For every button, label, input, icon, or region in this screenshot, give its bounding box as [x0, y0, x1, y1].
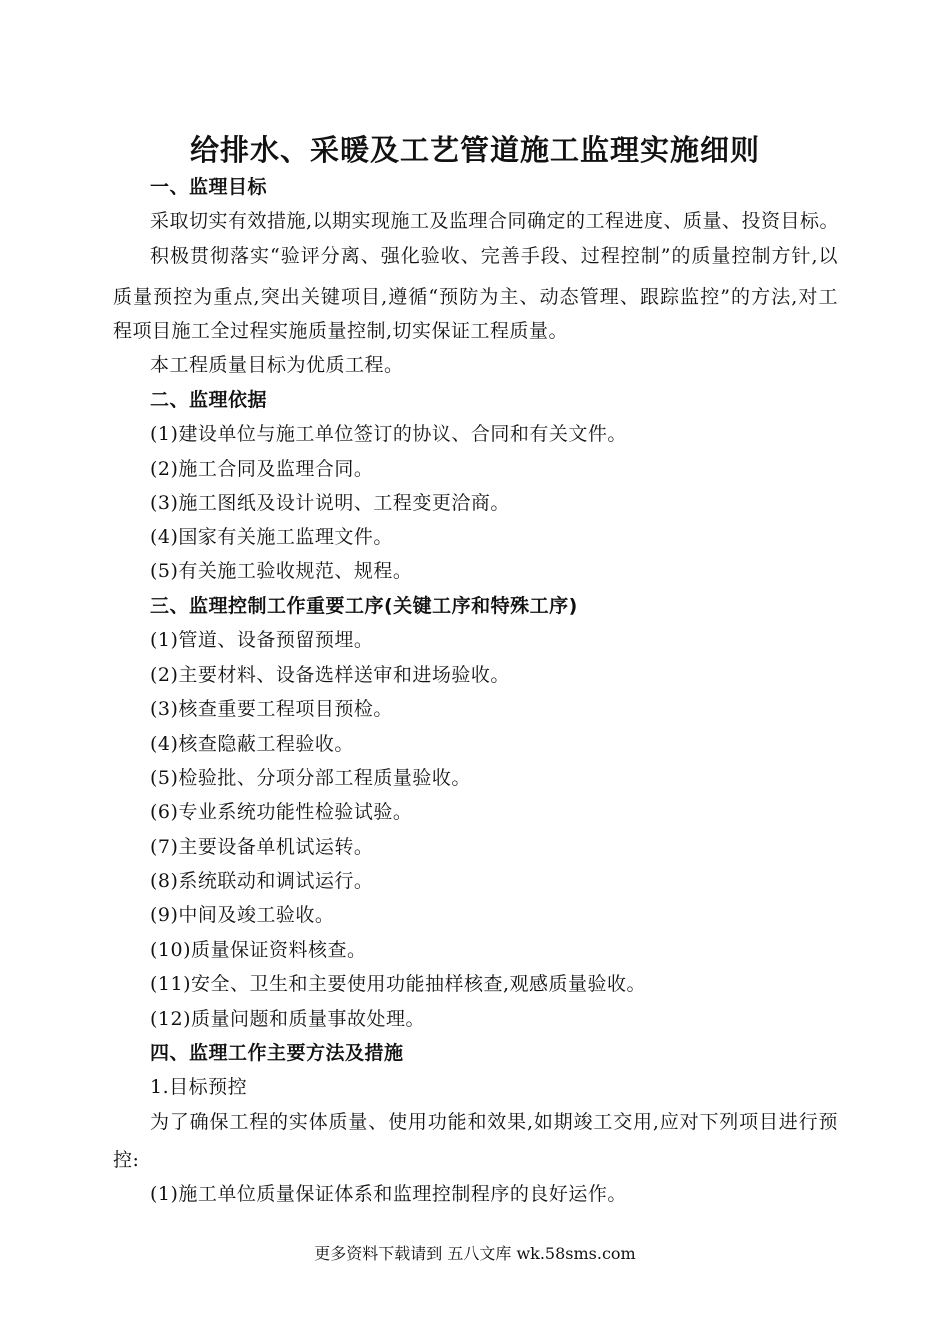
list-item: (2)主要材料、设备选样送审和进场验收。: [150, 664, 510, 686]
list-item: (1)施工单位质量保证体系和监理控制程序的良好运作。: [150, 1183, 627, 1205]
list-item: (11)安全、卫生和主要使用功能抽样核查,观感质量验收。: [150, 973, 647, 995]
list-item: (3)施工图纸及设计说明、工程变更洽商。: [150, 492, 510, 514]
list-item: (6)专业系统功能性检验试验。: [150, 801, 413, 823]
paragraph-goals-2-line-2: 质量预控为重点,突出关键项目,遵循“预防为主、动态管理、跟踪监控”的方法,对工: [113, 286, 838, 308]
document-title: 给排水、采暖及工艺管道施工监理实施细则: [189, 133, 760, 167]
list-item: (10)质量保证资料核查。: [150, 939, 367, 961]
list-item: (2)施工合同及监理合同。: [150, 458, 374, 480]
paragraph-methods-1-line-1: 为了确保工程的实体质量、使用功能和效果,如期竣工交用,应对下列项目进行预: [150, 1111, 838, 1133]
paragraph-goals-3: 本工程质量目标为优质工程。: [150, 354, 404, 376]
paragraph-goals-2-line-3: 程项目施工全过程实施质量控制,切实保证工程质量。: [113, 320, 569, 342]
section-heading-goals: 一、监理目标: [150, 176, 268, 198]
list-item: (7)主要设备单机试运转。: [150, 836, 374, 858]
paragraph-goals-1: 采取切实有效措施,以期实现施工及监理合同确定的工程进度、质量、投资目标。: [150, 210, 840, 232]
page-footer: 更多资料下载请到 五八文库 wk.58sms.com: [314, 1244, 636, 1263]
list-item: (5)检验批、分项分部工程质量验收。: [150, 767, 471, 789]
list-item: (3)核查重要工程项目预检。: [150, 698, 393, 720]
list-item: (12)质量问题和质量事故处理。: [150, 1008, 426, 1030]
list-item: (4)核查隐蔽工程验收。: [150, 733, 354, 755]
paragraph-goals-2-line-1: 积极贯彻落实“验评分离、强化验收、完善手段、过程控制”的质量控制方针,以: [150, 245, 838, 267]
section-heading-basis: 二、监理依据: [150, 389, 268, 411]
list-item: (9)中间及竣工验收。: [150, 904, 335, 926]
paragraph-methods-1-line-2: 控:: [113, 1149, 140, 1171]
subsection-heading: 1.目标预控: [150, 1076, 248, 1098]
list-item: (1)建设单位与施工单位签订的协议、合同和有关文件。: [150, 423, 627, 445]
list-item: (5)有关施工验收规范、规程。: [150, 560, 413, 582]
list-item: (4)国家有关施工监理文件。: [150, 526, 393, 548]
section-heading-methods: 四、监理工作主要方法及措施: [150, 1042, 404, 1064]
list-item: (8)系统联动和调试运行。: [150, 870, 374, 892]
section-heading-key-processes: 三、监理控制工作重要工序(关键工序和特殊工序): [150, 595, 578, 617]
list-item: (1)管道、设备预留预埋。: [150, 629, 374, 651]
